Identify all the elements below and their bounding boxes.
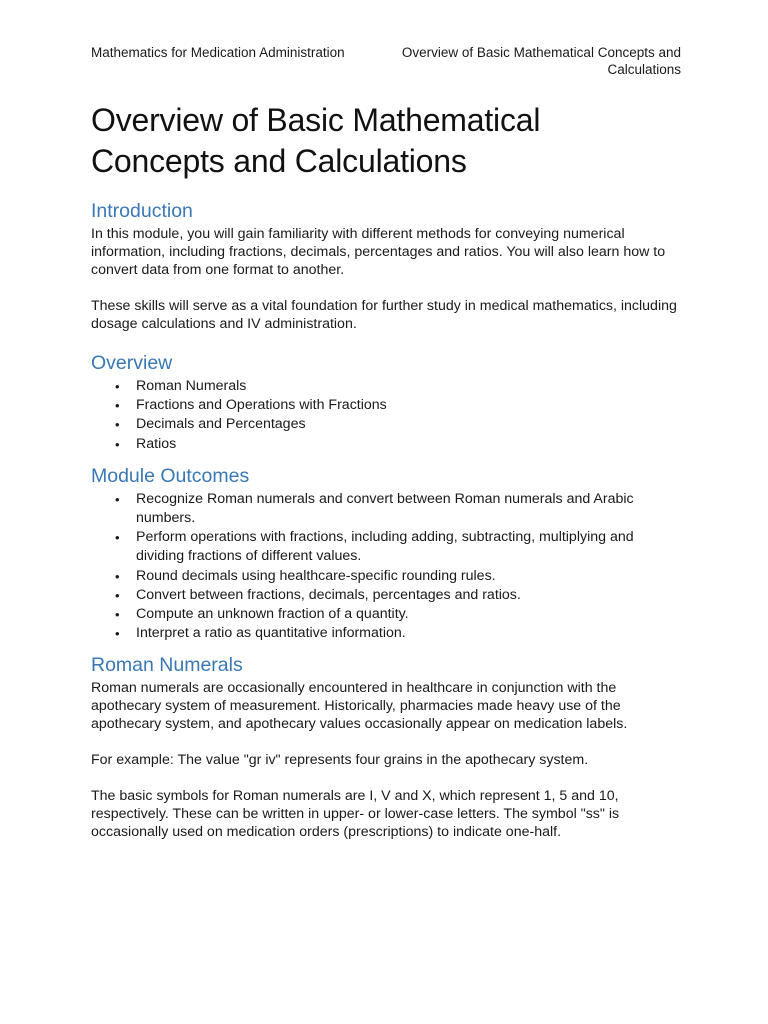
list-item: • Round decimals using healthcare-specific rounding rules. (136, 567, 681, 586)
bullet-icon: • (115, 607, 120, 623)
list-item: • Roman Numerals (136, 377, 681, 396)
overview-list (91, 377, 681, 454)
roman-numerals-section (91, 653, 681, 841)
overview-heading: Overview (91, 352, 173, 374)
header-module-title: Overview of Basic Mathematical Concepts and Calculations (401, 45, 681, 77)
list-item: • Decimals and Percentages (136, 415, 681, 434)
introduction-heading: Introduction (91, 200, 193, 222)
outcomes-section (91, 464, 681, 644)
overview-section (91, 351, 681, 454)
list-item: • Fractions and Operations with Fractions (136, 396, 681, 415)
introduction-section (91, 199, 681, 333)
bullet-icon: • (115, 379, 120, 394)
bullet-icon: • (115, 398, 120, 414)
bullet-icon: • (115, 626, 120, 642)
roman-paragraph: Roman numerals are occasionally encountered in healthcare in conjunction with the apothecary system of measurement. Historically, pharmacies made heavy use of the apothecary system, and apothecary values occasionally appear on medication labels. (91, 680, 628, 733)
list-item: • Perform operations with fractions, including adding, subtracting, multiplying and dividing fractions of different values. (115, 529, 634, 565)
roman-paragraph: For example: The value "gr iv" represents four grains in the apothecary system. (91, 752, 589, 769)
bullet-icon: • (115, 417, 120, 433)
bullet-icon: • (115, 491, 120, 507)
roman-numerals-heading: Roman Numerals (91, 654, 243, 677)
bullet-icon: • (115, 436, 120, 452)
page-title: Overview of Basic Mathematical Concepts and Calculations (91, 102, 541, 179)
running-header (91, 44, 681, 78)
list-item: • Convert between fractions, decimals, percentages and ratios. (136, 586, 681, 605)
introduction-paragraph: These skills will serve as a vital foundation for further study in medical mathematics, including dosage calculations and IV administration. (91, 298, 677, 332)
list-item: • Recognize Roman numerals and convert between Roman numerals and Arabic numbers. (115, 490, 634, 527)
header-course-title: Mathematics for Medication Administration (91, 45, 345, 60)
document-page (91, 44, 681, 859)
list-item: • Compute an unknown fraction of a quantity. (136, 605, 681, 624)
roman-paragraph: The basic symbols for Roman numerals are I, V and X, which represent 1, 5 and 10, respectively. These can be written in upper- or lower-case letters. The symbol "ss" is occasionally used on medication orders (prescriptions) to indicate one-half. (91, 788, 620, 841)
outcomes-list (91, 490, 681, 644)
list-item: • Interpret a ratio as quantitative information. (136, 624, 681, 643)
outcomes-heading: Module Outcomes (91, 464, 250, 487)
introduction-paragraph: In this module, you will gain familiarity with different methods for conveying numerical information, including fractions, decimals, percentages and ratios. You will also learn how to convert data from one format to another. (91, 226, 666, 278)
bullet-icon: • (115, 568, 120, 584)
bullet-icon: • (115, 587, 120, 603)
bullet-icon: • (115, 530, 120, 546)
list-item: • Ratios (136, 435, 681, 454)
